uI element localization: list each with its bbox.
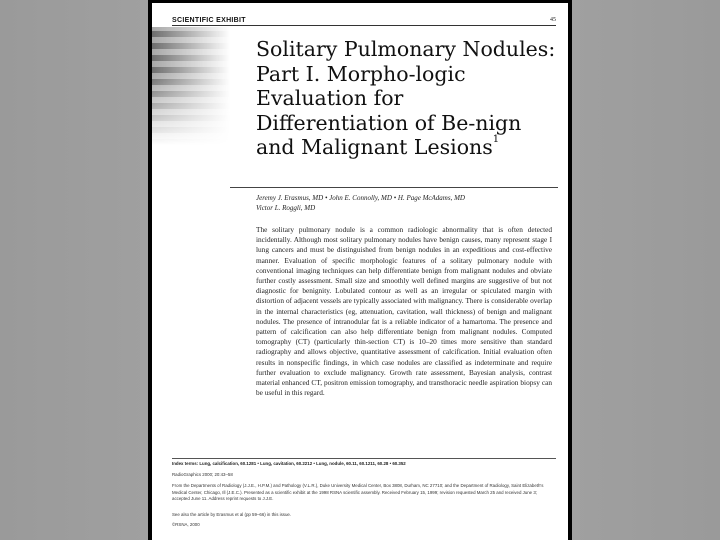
footer-divider xyxy=(172,458,556,459)
header-divider xyxy=(172,25,556,26)
abstract-text: The solitary pulmonary nodule is a common radiologic abnormality that is often detected incidentally. Although most solitary pulmonary nodules have benign causes, many represent stage I lung cancers and must be distinguished from benign nodules in an expeditious and cost-effective manner. Evaluation of specific morphologic features of a solitary pulmonary nodule with conventional imaging techniques can help differentiate benign from malignant nodules and obviate further costly assessment. Small size and smoothly well defined margins are suggestive of but not diagnostic for benignity. Lobulated contour as well as an irregular or spiculated margin with distortion of adjacent vessels are typically associated with malignancy. There is considerable overlap in the internal characteristics (eg, attenuation, cavitation, wall thickness) of benign and malignant nodules. The presence of intranodular fat is a reliable indicator of a hamartoma. The presence and pattern of calcification can also help differentiate benign from malignant nodules. Computed tomography (CT) (particularly thin-section CT) is 10–20 times more sensitive than standard radiography and allows objective, quantitative assessment of calcification. Initial evaluation often results in nonspecific findings, in which case nodules are classified as indeterminate and require further evaluation to exclude malignancy. Growth rate assessment, Bayesian analysis, contrast material enhanced CT, positron emission tomography, and transthoracic needle aspiration biopsy can be useful in this regard. xyxy=(256,225,552,398)
journal-reference: RadioGraphics 2000; 20:43–58 xyxy=(172,472,233,477)
decorative-gradient-fade xyxy=(152,27,230,145)
copyright: ©RSNA, 2000 xyxy=(172,522,200,527)
page-number: 45 xyxy=(550,17,556,23)
title-divider xyxy=(230,187,558,188)
author-list xyxy=(256,193,556,213)
paper-page xyxy=(152,3,568,540)
title-footnote-marker: 1 xyxy=(492,134,500,145)
article-title xyxy=(256,37,556,160)
see-also-note: See also the article by Erasmus et al (pp 59–66) in this issue. xyxy=(172,512,292,517)
index-terms-text: Index terms: Lung, calcification, 60.1281 • Lung, cavitation, 60.2212 • Lung, nodule, 60.11, 60.1211, 60.28 • 60.352 xyxy=(172,461,406,466)
author-line-2: Victor L. Roggli, MD xyxy=(256,204,316,212)
affiliation-note: From the Departments of Radiology (J.J.E., H.P.M.) and Pathology (V.L.R.), Duke University Medical Center, Box 3808, Durham, NC 27710; and the Department of Radiology, Saint Elizabeth's Medical Center, Chicago, Ill (J.E.C.). Presented as a scientific exhibit at the 1998 RSNA scientific assembly. Received February 15, 1999; revision requested March 25 and received June 3; accepted June 11. Address reprint requests to J.J.E. xyxy=(172,483,544,501)
index-terms xyxy=(172,461,556,468)
section-label: SCIENTIFIC EXHIBIT xyxy=(172,17,246,24)
author-line-1: Jeremy J. Erasmus, MD • John E. Connolly, MD • H. Page McAdams, MD xyxy=(256,194,465,202)
article-title-text: Solitary Pulmonary Nodules: Part I. Morpho-logic Evaluation for Differentiation of Be-nign and Malignant Lesions xyxy=(256,37,556,159)
